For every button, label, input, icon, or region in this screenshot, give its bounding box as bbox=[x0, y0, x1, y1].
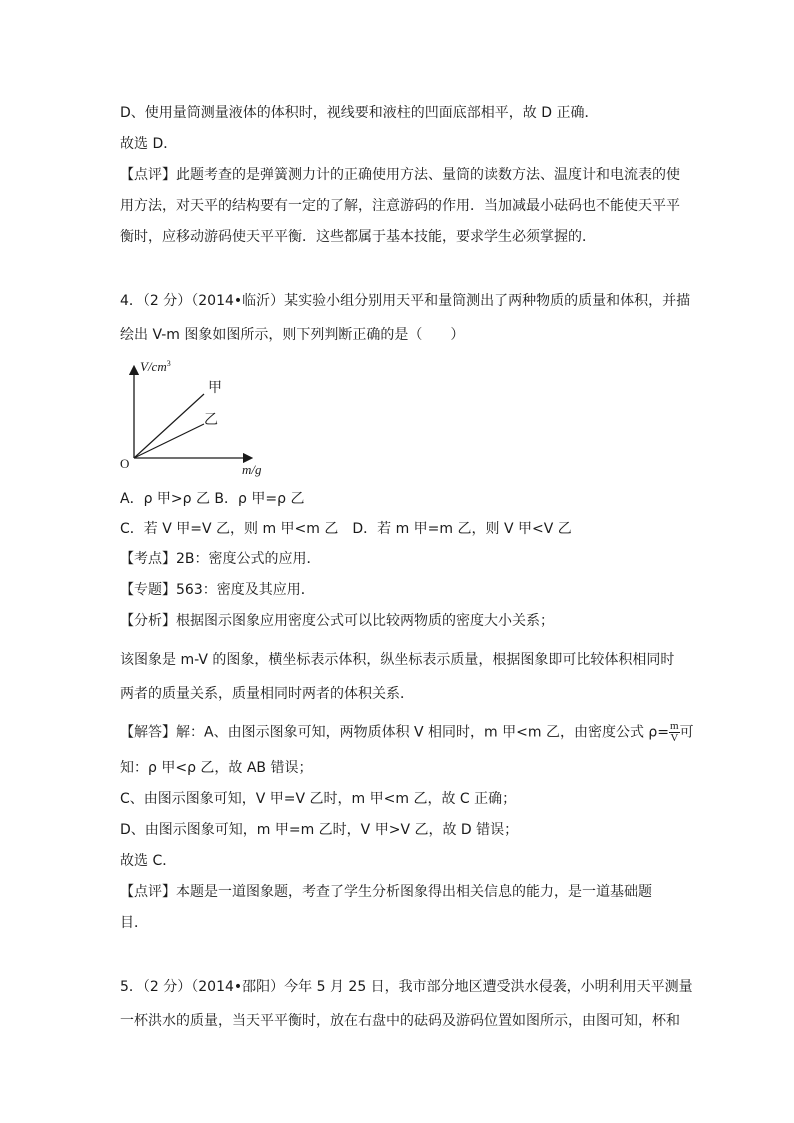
fraction-numerator: m bbox=[670, 720, 679, 732]
q4-comment-line-2: 目． bbox=[120, 915, 148, 931]
q5-stem-line-1: 5．（2 分）（2014•邵阳）今年 5 月 25 日，我市部分地区遭受洪水侵袭，小明利用天平测量 bbox=[120, 979, 693, 995]
q4-vm-graph bbox=[118, 358, 288, 478]
line-jia-label: 甲 bbox=[208, 381, 222, 396]
q4-jieda-line-4: D、由图示图象可知，m 甲=m 乙时，V 甲>V 乙，故 D 错误； bbox=[120, 822, 519, 838]
line-jia bbox=[134, 394, 204, 458]
q4-jieda-line-2: 知：ρ 甲<ρ 乙，故 AB 错误； bbox=[120, 760, 313, 776]
fraction-denominator: V bbox=[670, 732, 679, 744]
q4-comment-line-1: 【点评】本题是一道图象题，考查了学生分析图象得出相关信息的能力，是一道基础题 bbox=[120, 884, 652, 900]
q4-answer: 故选 C． bbox=[120, 853, 177, 869]
line-yi-label: 乙 bbox=[204, 413, 218, 428]
q4-options-cd: C．若 V 甲=V 乙，则 m 甲<m 乙 D．若 m 甲=m 乙，则 V 甲<V 乙 bbox=[120, 521, 572, 537]
q4-fenxi-line-1: 【分析】根据图示图象应用密度公式可以比较两物质的密度大小关系； bbox=[120, 613, 554, 629]
q4-kaodian: 【考点】2B：密度公式的应用． bbox=[120, 551, 321, 567]
density-fraction bbox=[669, 721, 680, 744]
q4-jieda-line-1-tail: 可 bbox=[679, 724, 694, 741]
prev-option-d-line: D、使用量筒测量液体的体积时，视线要和液柱的凹面底部相平，故 D 正确． bbox=[120, 105, 599, 121]
q4-stem-line-2: 绘出 V-m 图象如图所示，则下列判断正确的是（ ） bbox=[120, 327, 465, 343]
line-yi bbox=[134, 424, 204, 458]
q4-zhuanti: 【专题】563：密度及其应用． bbox=[120, 582, 315, 598]
prev-comment-line-2: 用方法，对天平的结构要有一定的了解，注意游码的作用．当加减最小砝码也不能使天平平 bbox=[120, 198, 680, 214]
q4-options-ab: A．ρ 甲>ρ 乙 B．ρ 甲=ρ 乙 bbox=[120, 491, 305, 507]
q4-jieda-line-1 bbox=[120, 720, 694, 744]
q4-jieda-line-3: C、由图示图象可知，V 甲=V 乙时，m 甲<m 乙，故 C 正确； bbox=[120, 791, 517, 807]
q4-stem-line-1: 4．（2 分）（2014•临沂）某实验小组分别用天平和量筒测出了两种物质的质量和体积，并描 bbox=[120, 293, 691, 309]
x-axis-label: m/g bbox=[242, 462, 262, 477]
prev-comment-line-3: 衡时，应移动游码使天平平衡．这些都属于基本技能，要求学生必须掌握的． bbox=[120, 229, 596, 245]
y-axis-label: $V/cm^3$ bbox=[140, 359, 171, 374]
q4-fenxi-line-2: 该图象是 m-V 的图象，横坐标表示体积，纵坐标表示质量，根据图象即可比较体积相同时 bbox=[120, 652, 675, 668]
prev-comment-line-1: 【点评】此题考查的是弹簧测力计的正确使用方法、量筒的读数方法、温度计和电流表的使 bbox=[120, 167, 680, 183]
prev-answer: 故选 D． bbox=[120, 136, 178, 152]
origin-label: O bbox=[120, 456, 130, 471]
q5-stem-line-2: 一杯洪水的质量，当天平平衡时，放在右盘中的砝码及游码位置如图所示，由图可知，杯和 bbox=[120, 1013, 680, 1029]
q4-jieda-line-1-text: 【解答】解：A、由图示图象可知，两物质体积 V 相同时，m 甲<m 乙，由密度公式 ρ= bbox=[120, 724, 670, 741]
q4-fenxi-line-3: 两者的质量关系，质量相同时两者的体积关系． bbox=[120, 686, 414, 702]
